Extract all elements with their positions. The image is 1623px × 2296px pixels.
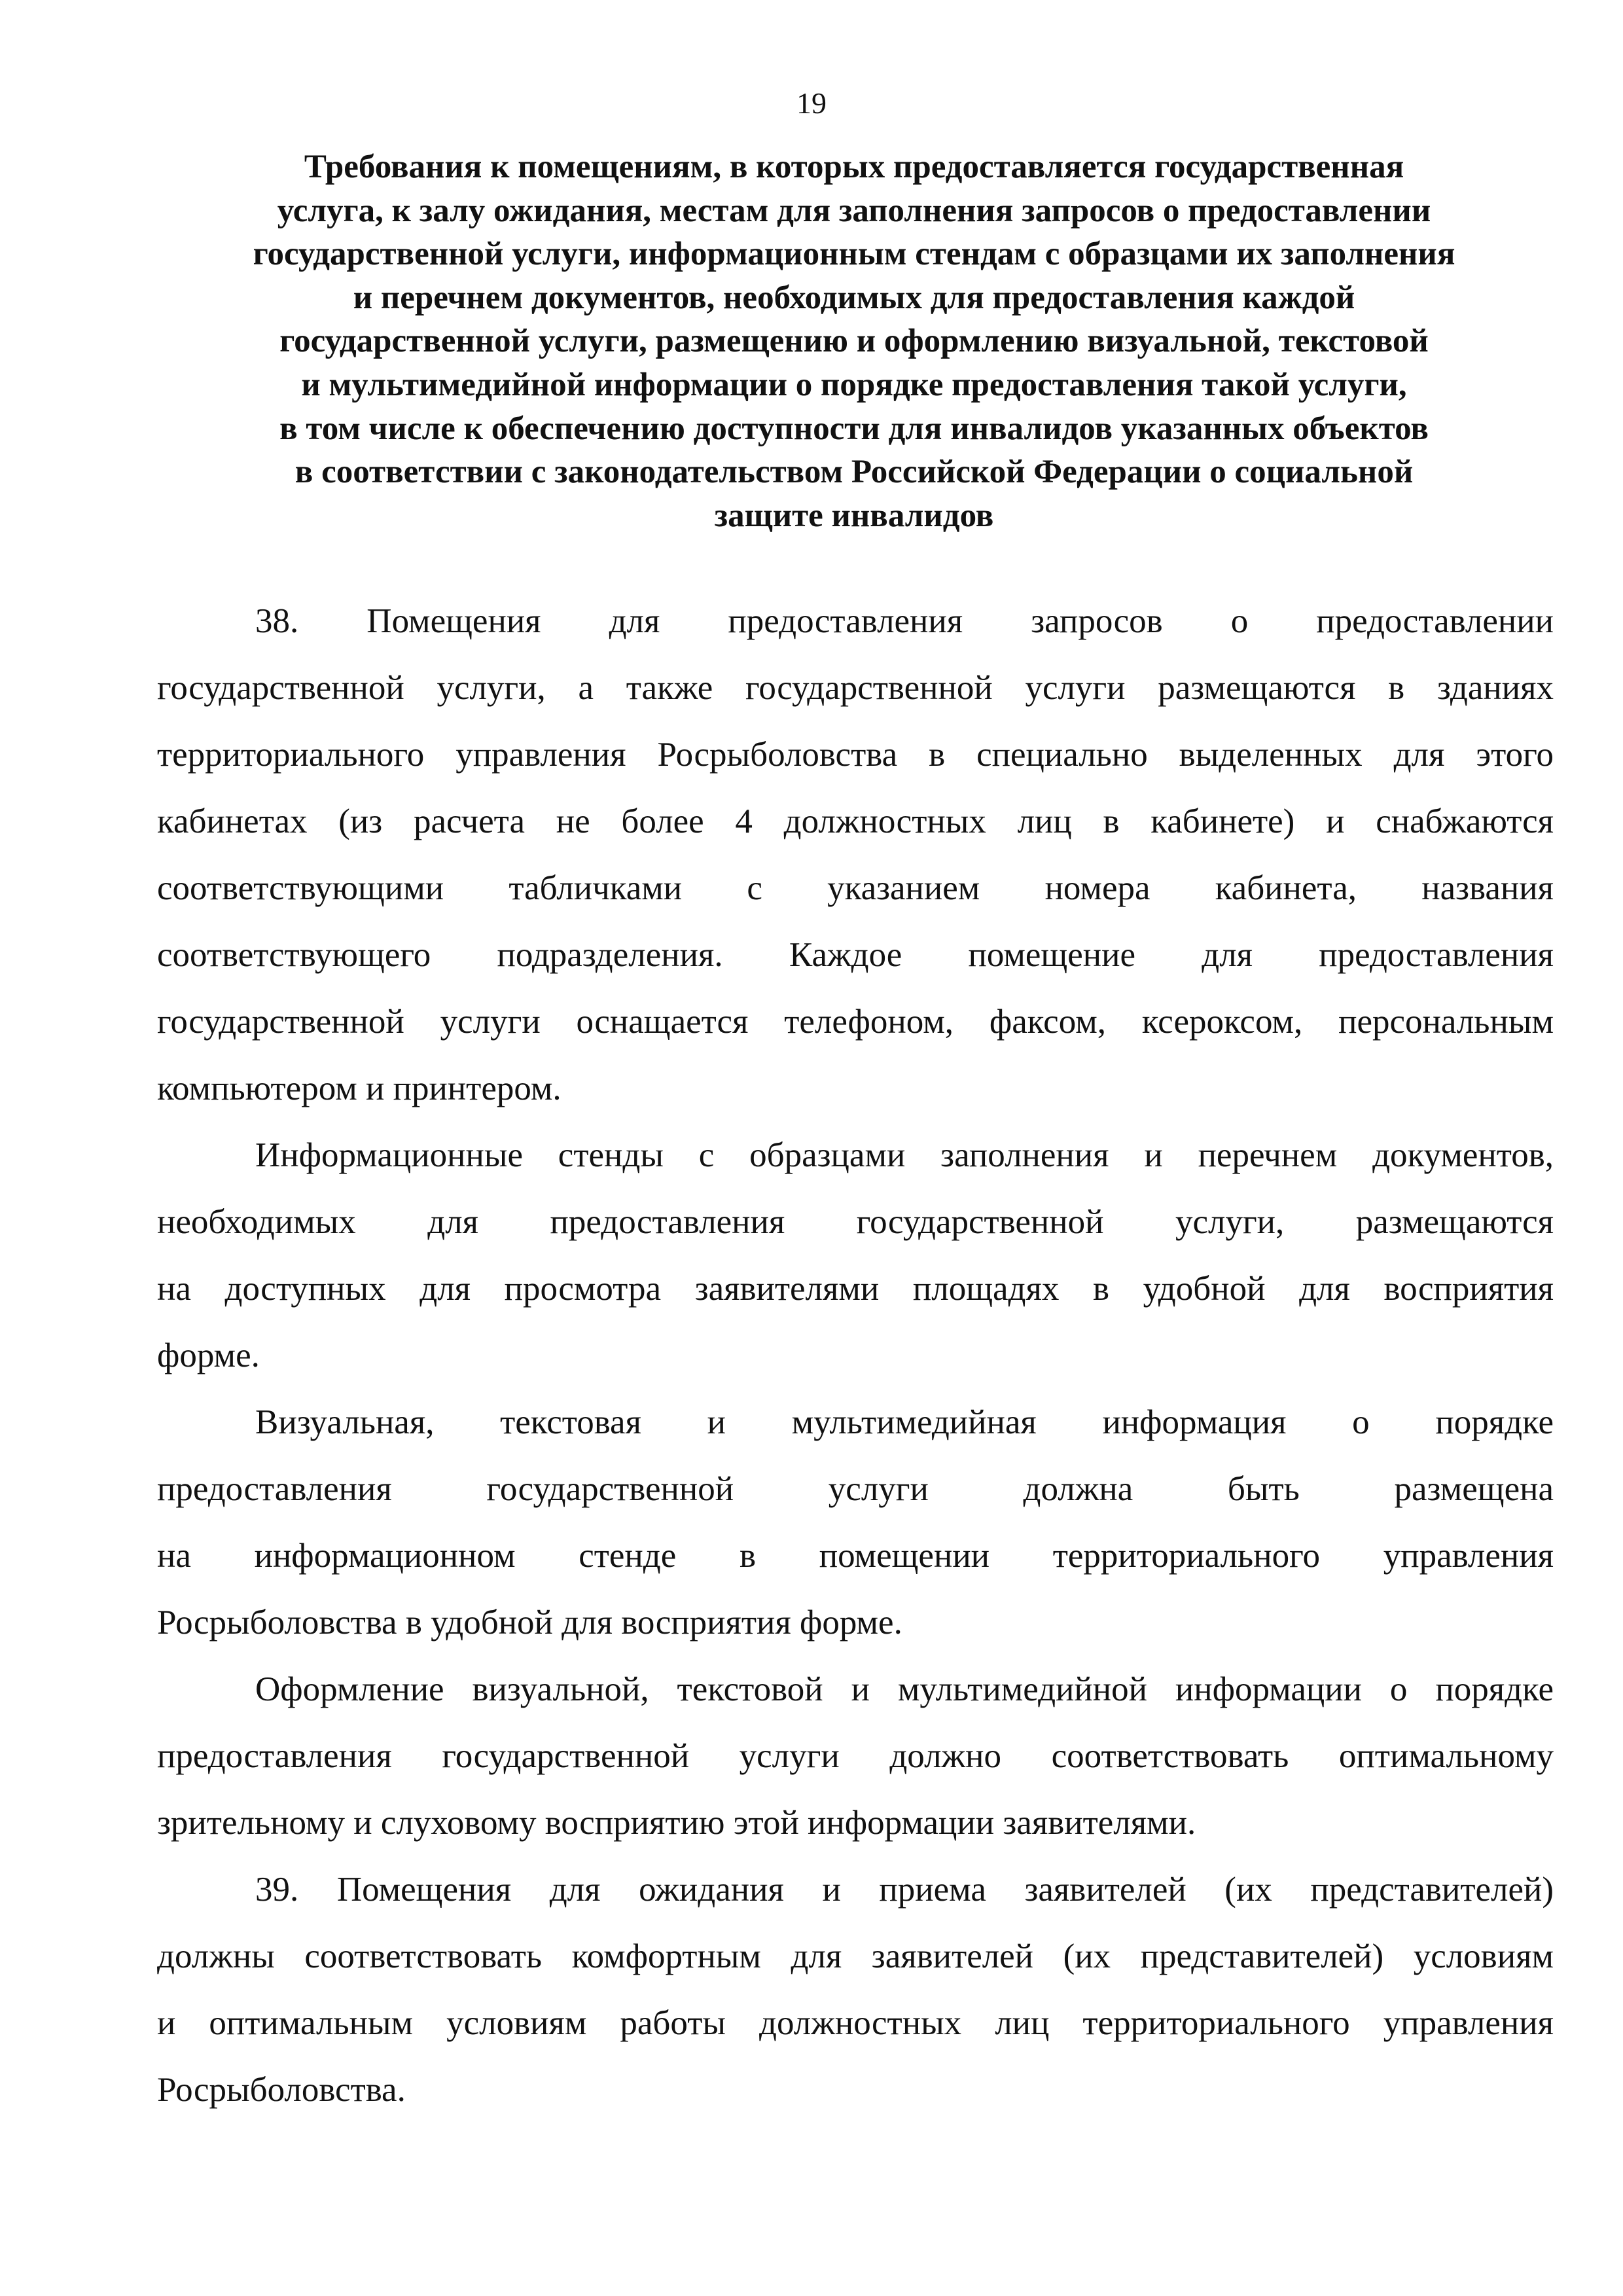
heading-line: и перечнем документов, необходимых для предоставления каждой — [353, 279, 1355, 316]
text-line: территориального управления Росрыболовства в специально выделенных для этого — [157, 736, 1554, 774]
heading-line: государственной услуги, размещению и оформлению визуальной, текстовой — [279, 323, 1429, 360]
heading-line: защите инвалидов — [714, 497, 994, 534]
paragraph-visual-info — [157, 1389, 1554, 1656]
text-line: на доступных для просмотра заявителями площадях в удобной для восприятия — [157, 1270, 1554, 1308]
text-line: государственной услуги оснащается телефоном, факсом, ксероксом, персональным — [157, 1003, 1554, 1041]
paragraph-39 — [157, 1856, 1554, 2123]
heading-line: услуга, к залу ожидания, местам для заполнения запросов о предоставлении — [277, 192, 1431, 229]
heading-line: в соответствии с законодательством Российской Федерации о социальной — [294, 454, 1414, 491]
paragraph-38 — [157, 588, 1554, 1122]
text-line: Росрыболовства в удобной для восприятия форме. — [157, 1604, 902, 1641]
heading-line: в том числе к обеспечению доступности для инвалидов указанных объектов — [279, 410, 1429, 447]
text-line: государственной услуги, а также государственной услуги размещаются в зданиях — [157, 669, 1554, 707]
text-line: Оформление визуальной, текстовой и мультимедийной информации о порядке — [255, 1670, 1554, 1708]
text-line: на информационном стенде в помещении территориального управления — [157, 1537, 1554, 1575]
section-heading — [157, 145, 1551, 537]
text-line: 39. Помещения для ожидания и приема заявителей (их представителей) — [255, 1871, 1554, 1909]
text-line: Росрыболовства. — [157, 2071, 406, 2109]
text-line: кабинетах (из расчета не более 4 должностных лиц в кабинете) и снабжаются — [157, 802, 1554, 840]
text-line: компьютером и принтером. — [157, 1069, 562, 1107]
text-line: 38. Помещения для предоставления запросов о предоставлении — [255, 602, 1554, 640]
heading-line: Требования к помещениям, в которых предоставляется государственная — [304, 149, 1404, 185]
page-number: 19 — [796, 86, 827, 120]
paragraph-design — [157, 1656, 1554, 1856]
text-line: соответствующего подразделения. Каждое помещение для предоставления — [157, 936, 1554, 974]
text-line: и оптимальным условиям работы должностных лиц территориального управления — [157, 2004, 1554, 2042]
text-line: зрительному и слуховому восприятию этой информации заявителями. — [157, 1804, 1196, 1842]
text-line: предоставления государственной услуги должна быть размещена — [157, 1470, 1554, 1508]
text-line: форме. — [157, 1336, 260, 1374]
body-text — [157, 588, 1554, 2123]
text-line: Информационные стенды с образцами заполнения и перечнем документов, — [255, 1136, 1554, 1174]
text-line: Визуальная, текстовая и мультимедийная информация о порядке — [255, 1403, 1554, 1441]
paragraph-info-stands — [157, 1122, 1554, 1389]
heading-line: и мультимедийной информации о порядке предоставления такой услуги, — [301, 366, 1407, 403]
text-line: соответствующими табличками с указанием номера кабинета, названия — [157, 869, 1554, 907]
text-line: необходимых для предоставления государственной услуги, размещаются — [157, 1203, 1554, 1241]
text-line: предоставления государственной услуги должно соответствовать оптимальному — [157, 1737, 1554, 1775]
heading-line: государственной услуги, информационным стендам с образцами их заполнения — [253, 236, 1455, 273]
text-line: должны соответствовать комфортным для заявителей (их представителей) условиям — [157, 1937, 1554, 1975]
